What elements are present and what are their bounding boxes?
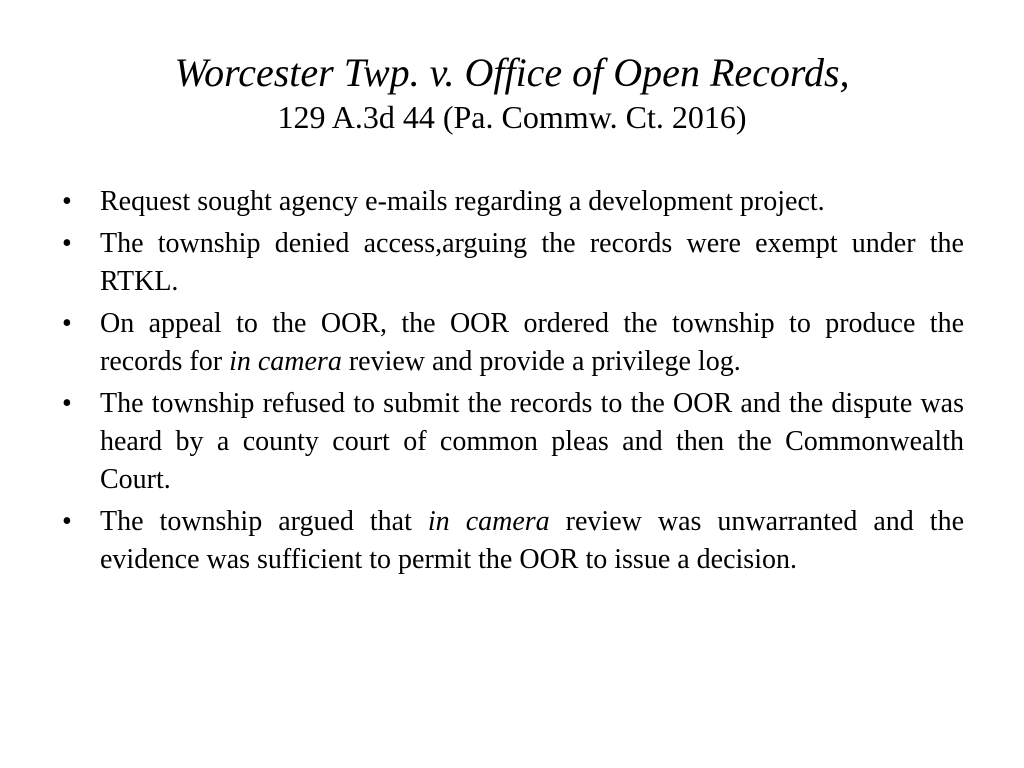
bullet-text-italic: in camera <box>229 346 342 377</box>
bullet-icon: • <box>62 228 72 259</box>
bullet-item-argument <box>62 503 964 579</box>
slide-title <box>0 50 1024 136</box>
bullet-item-refusal <box>62 385 964 499</box>
bullet-text-italic: in camera <box>427 506 550 537</box>
bullet-text: The township denied access,arguing the records were exempt under the RTKL. <box>100 228 964 297</box>
bullet-list <box>62 183 964 583</box>
bullet-text-before: On appeal to the OOR, the OOR ordered the township to produce the records for <box>100 308 964 377</box>
case-citation: 129 A.3d 44 (Pa. Commw. Ct. 2016) <box>277 99 747 135</box>
bullet-item-denial <box>62 225 964 301</box>
bullet-item-appeal <box>62 305 964 381</box>
bullet-text: Request sought agency e-mails regarding a development project. <box>100 186 825 217</box>
bullet-icon: • <box>62 186 72 217</box>
bullet-text-after: review and provide a privilege log. <box>341 346 741 377</box>
bullet-text: The township refused to submit the records to the OOR and the dispute was heard by a county court of common pleas and then the Commonwealth Court. <box>100 388 964 495</box>
bullet-text-before: The township argued that <box>100 506 428 537</box>
bullet-icon: • <box>62 506 72 537</box>
bullet-icon: • <box>62 308 72 339</box>
bullet-item-request <box>62 183 964 221</box>
bullet-text-after: review was unwarranted and the evidence was sufficient to permit the OOR to issue a decision. <box>100 506 964 575</box>
case-name-title: Worcester Twp. v. Office of Open Records, <box>174 50 850 95</box>
bullet-icon: • <box>62 388 72 419</box>
